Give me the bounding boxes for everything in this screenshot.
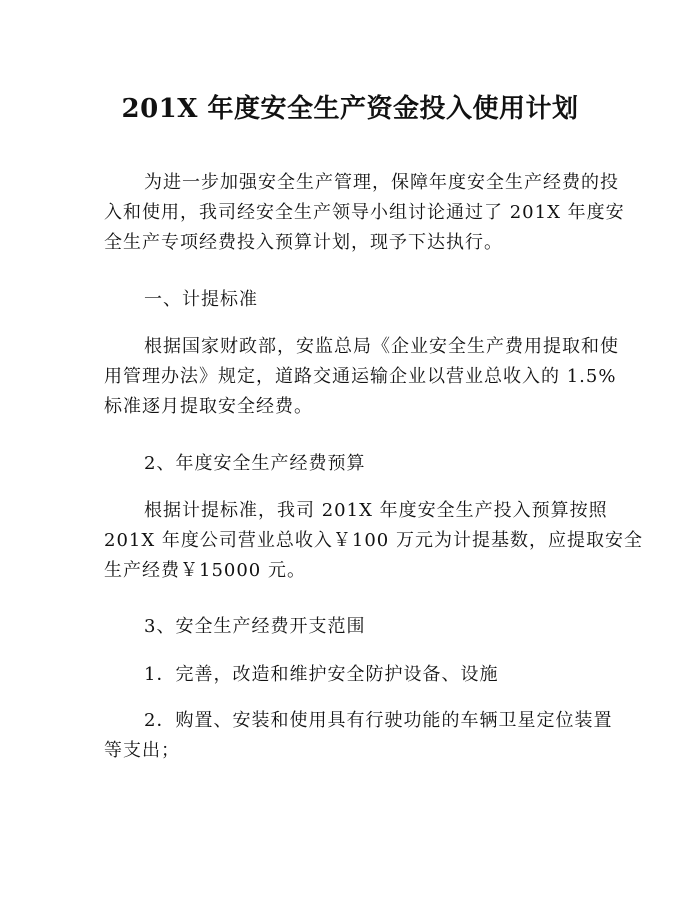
section-heading-2 [104,449,601,479]
paragraph-standard [104,332,619,422]
list-item-line: 等支出； [104,740,180,761]
section-heading-1 [104,285,601,315]
list-item-1 [104,660,601,690]
document-title: 201X 年度安全生产资金投入使用计划 [121,94,579,124]
paragraph-line: 标准逐月提取安全经费。 [104,396,313,417]
paragraph-budget [104,496,643,586]
paragraph-line: 生产经费￥15000 元。 [104,560,306,581]
heading-line: 3、安全生产经费开支范围 [144,616,366,637]
paragraph-line: 入和使用，我司经安全生产领导小组讨论通过了 201X 年度安 [104,202,625,223]
list-item-2 [104,706,613,766]
paragraph-intro [104,168,625,258]
list-item-line: 1．完善，改造和维护安全防护设备、设施 [144,664,499,685]
paragraph-line: 根据国家财政部，安监总局《企业安全生产费用提取和使 [144,336,619,357]
paragraph-line: 根据计提标准，我司 201X 年度安全生产投入预算按照 [144,500,608,521]
heading-line: 2、年度安全生产经费预算 [144,453,366,474]
paragraph-line: 为进一步加强安全生产管理，保障年度安全生产经费的投 [144,172,619,193]
paragraph-line: 201X 年度公司营业总收入￥100 万元为计提基数，应提取安全 [104,530,643,551]
paragraph-line: 全生产专项经费投入预算计划，现予下达执行。 [104,232,503,253]
section-heading-3 [104,612,601,642]
heading-line: 一、计提标准 [144,289,258,310]
list-item-line: 2．购置、安装和使用具有行驶功能的车辆卫星定位装置 [144,710,613,731]
paragraph-line: 用管理办法》规定，道路交通运输企业以营业总收入的 1.5% [104,366,617,387]
